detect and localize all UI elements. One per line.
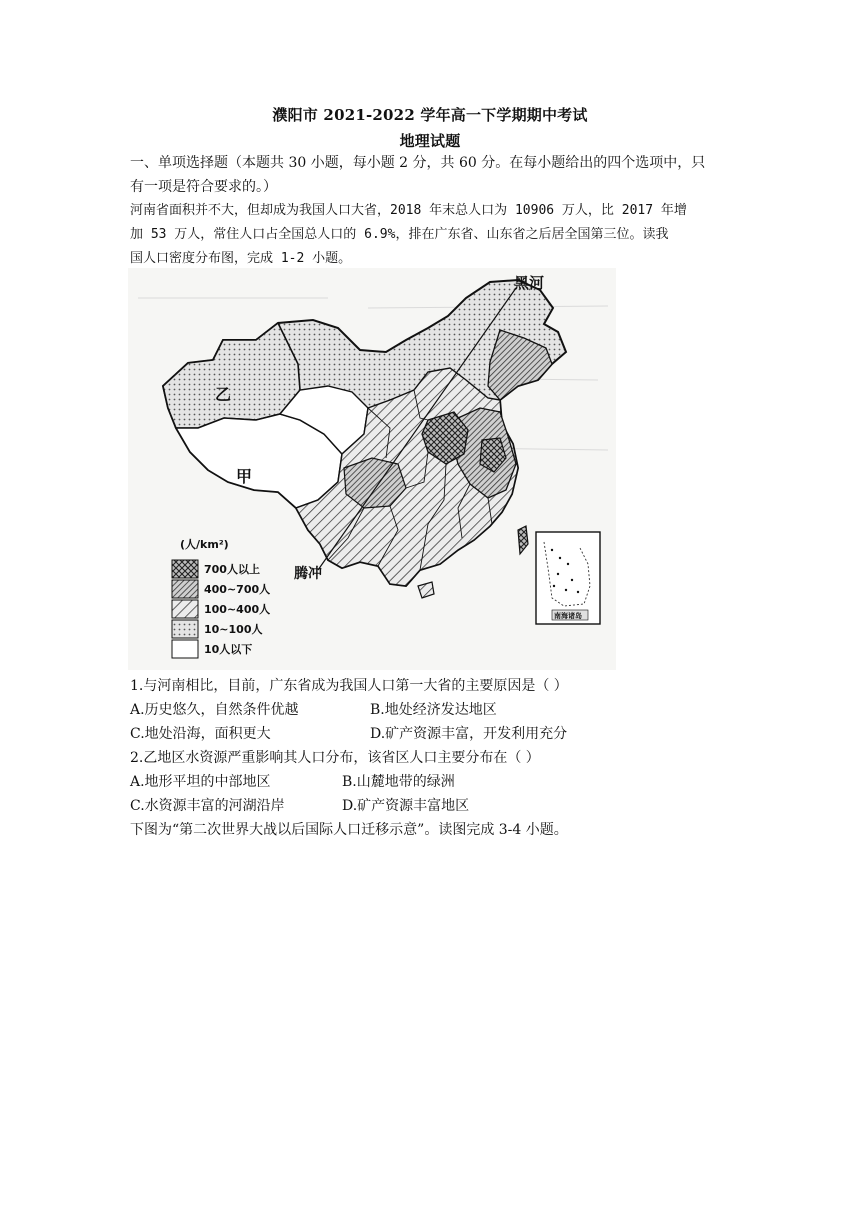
passage1-line2: 加 53 万人，常住人口占全国总人口的 6.9%，排在广东省、山东省之后居全国第三位。读我 [130, 227, 669, 242]
label-jia: 甲 [236, 467, 253, 486]
legend-label-400-700: 400~700人 [204, 583, 271, 596]
map-legend [172, 538, 270, 658]
hainan-island [418, 582, 434, 598]
exam-title: 濮阳市 2021-2022 学年高一下学期期中考试 [272, 106, 588, 124]
question1-option-c: C.地处沿海，面积更大 [130, 726, 271, 742]
section-instruction-line1: 一、单项选择题（本题共 30 小题，每小题 2 分，共 60 分。在每小题给出的四个选项中，只 [130, 155, 706, 171]
label-yi: 乙 [215, 385, 232, 404]
region-yi [163, 323, 300, 428]
label-heihe: 黑河 [514, 274, 545, 292]
label-tengchong: 腾冲 [294, 566, 322, 582]
question1-option-d: D.矿产资源丰富，开发利用充分 [370, 726, 568, 742]
passage1-line1: 河南省面积并不大，但却成为我国人口大省，2018 年末总人口为 10906 万人，比 2017 年增 [130, 203, 687, 218]
exam-subtitle: 地理试题 [399, 132, 461, 150]
south-china-sea-inset [536, 532, 600, 624]
population-density-map [128, 268, 616, 670]
legend-swatch-400-700 [172, 580, 198, 598]
question2-option-c: C.水资源丰富的河湖沿岸 [130, 798, 285, 814]
question2-stem: 2.乙地区水资源严重影响其人口分布，该省区人口主要分布在（ ） [130, 750, 540, 766]
question1-stem: 1.与河南相比，目前，广东省成为我国人口第一大省的主要原因是（ ） [130, 678, 568, 694]
legend-swatch-under10 [172, 640, 198, 658]
question2-option-d: D.矿产资源丰富地区 [342, 798, 470, 814]
legend-swatch-100-400 [172, 600, 198, 618]
legend-label-700plus: 700人以上 [204, 563, 260, 576]
legend-swatch-10-100 [172, 620, 198, 638]
legend-swatch-700plus [172, 560, 198, 578]
section-instruction-line2: 有一项是符合要求的。） [130, 179, 277, 195]
passage2: 下图为“第二次世界大战以后国际人口迁移示意”。读图完成 3-4 小题。 [130, 822, 568, 838]
legend-label-under10: 10人以下 [204, 643, 253, 656]
legend-unit: (人/km²) [180, 538, 229, 551]
question1-option-b: B.地处经济发达地区 [370, 702, 497, 718]
question1-option-a: A.历史悠久，自然条件优越 [130, 702, 299, 718]
passage1-line3: 国人口密度分布图，完成 1-2 小题。 [130, 251, 352, 266]
inset-label: 南海诸岛 [554, 612, 582, 620]
taiwan-island [518, 526, 528, 554]
legend-label-10-100: 10~100人 [204, 623, 263, 636]
legend-label-100-400: 100~400人 [204, 603, 271, 616]
question2-option-b: B.山麓地带的绿洲 [342, 774, 455, 790]
question2-option-a: A.地形平坦的中部地区 [130, 774, 271, 790]
